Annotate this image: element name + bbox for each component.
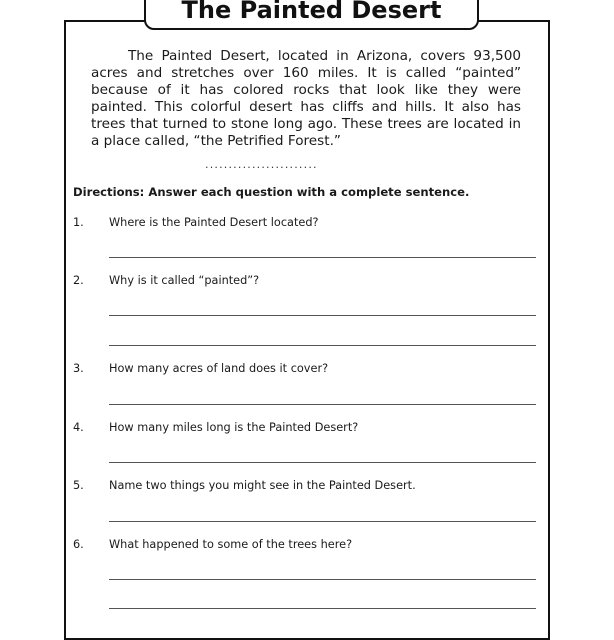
question-number: 5. [73,479,84,492]
question-number: 3. [73,362,84,375]
answer-line[interactable] [109,579,536,580]
passage-separator: ........................ [205,158,318,171]
answer-line[interactable] [109,608,536,609]
answer-line[interactable] [109,404,536,405]
answer-line[interactable] [109,462,536,463]
answer-line[interactable] [109,257,536,258]
title-box [144,0,479,30]
question-number: 6. [73,538,84,551]
question-text: How many acres of land does it cover? [109,362,329,375]
answer-line[interactable] [109,315,536,316]
question-text: Where is the Painted Desert located? [109,216,319,229]
question-number: 4. [73,421,84,434]
worksheet-title: The Painted Desert [181,0,442,24]
answer-line[interactable] [109,345,536,346]
answer-line[interactable] [109,521,536,522]
question-text: Name two things you might see in the Painted Desert. [109,479,416,492]
question-number: 1. [73,216,84,229]
directions-text: Directions: Answer each question with a complete sentence. [73,185,470,199]
question-text: What happened to some of the trees here? [109,538,353,551]
question-text: Why is it called “painted”? [109,274,260,287]
question-number: 2. [73,274,84,287]
reading-passage: The Painted Desert, located in Arizona, covers 93,500 acres and stretches over 160 miles. It is called “painted” because of it has colored rocks that look like they were painted. This colorful desert has cliffs and hills. It also has trees that turned to stone long ago. These trees are located in a place called, “the Petrified Forest.” [91,48,521,149]
question-text: How many miles long is the Painted Desert? [109,421,359,434]
